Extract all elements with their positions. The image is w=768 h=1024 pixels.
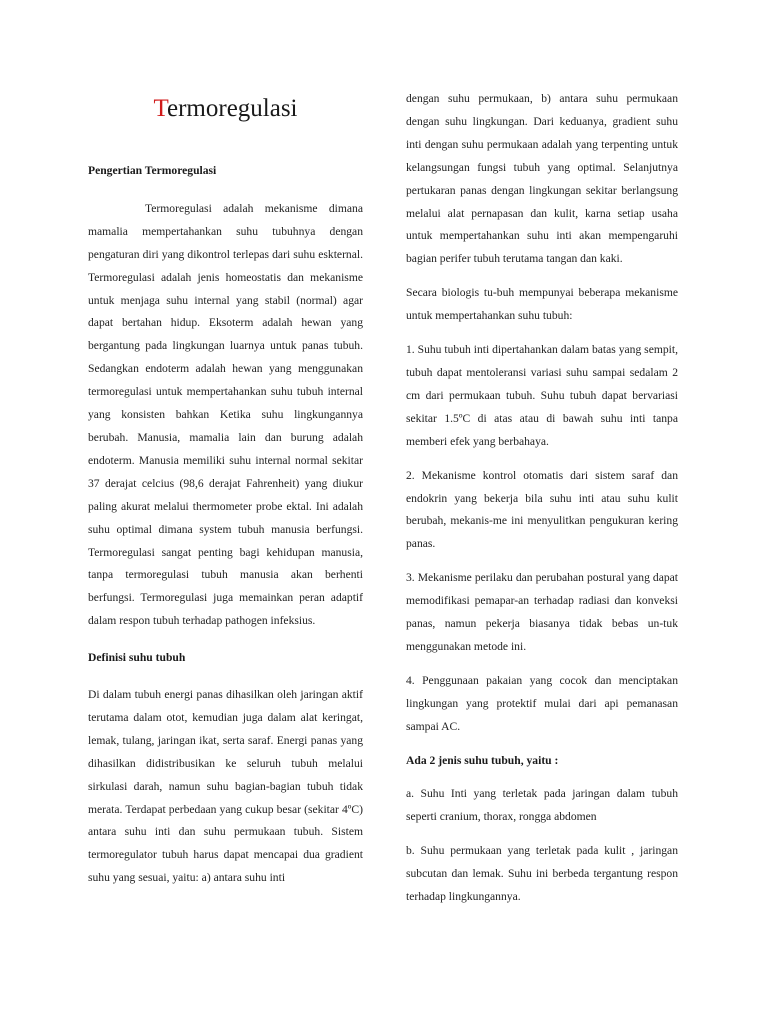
right-column [406,0,678,909]
paragraph-definisi-part1: Di dalam tubuh energi panas dihasilkan oleh jaringan aktif terutama dalam otot, kemudian juga dalam alat keringat, lemak, tulang, jaringan ikat, serta saraf. Energi panas yang dihasilkan didistribusikan ke seluruh tubuh melalui sirkulasi darah, namun suhu bagian-bagian tubuh tidak merata. Terdapat perbedaan yang cukup besar (sekitar 4ºC) antara suhu inti dan suhu permukaan tubuh. Sistem termoregulator tubuh harus dapat mencapai dua gradient suhu yang sesuai, yaitu: a) antara suhu inti [88,688,363,885]
section-heading-definisi: Definisi suhu tubuh [88,651,186,665]
jenis-suhu-item-a: a. Suhu Inti yang terletak pada jaringan dalam tubuh seperti cranium, thorax, rongga abdomen [406,787,678,824]
title-initial: T [153,95,167,122]
paragraph-definisi-part2: dengan suhu permukaan, b) antara suhu permukaan dengan suhu lingkungan. Dari keduanya, gradient suhu inti dengan suhu permukaan adalah yang terpenting untuk kelangsungan fungsi tubuh yang optimal. Selanjutnya pertukaran panas dengan lingkungan sekitar berlangsung melalui alat pernapasan dan kulit, karna setiap usaha untuk mempertahankan suhu inti akan mempengaruhi bagian perifer tubuh terutama tangan dan kaki. [406,92,678,266]
paragraph-pengertian: Termoregulasi adalah mekanisme dimana mamalia mempertahankan suhu tubuhnya dengan pengaturan diri yang dikontrol terlepas dari suhu eskternal. Termoregulasi adalah jenis homeostatis dan mekanisme untuk menjaga suhu internal yang stabil (normal) agar dapat bertahan hidup. Eksoterm adalah hewan yang bergantung pada lingkungan luarnya untuk panas tubuh. Sedangkan endoterm adalah hewan yang menggunakan termoregulasi untuk mempertahankan suhu tubuh internal yang konsisten bahkan Ketika suhu lingkungannya berubah. Manusia, mamalia lain dan burung adalah endoterm. Manusia memiliki suhu internal normal sekitar 37 derajat celcius (98,6 derajat Fahrenheit) yang diukur paling akurat melalui thermometer probe ektal. Ini adalah suhu optimal dimana system tubuh manusia berfungsi. Termoregulasi sangat penting bagi kehidupan manusia, tanpa termoregulasi tubuh manusia akan berhenti berfungsi. Termoregulasi juga memainkan peran adaptif dalam respon tubuh terhadap pathogen infeksius. [88,201,363,628]
section-heading-jenis-suhu: Ada 2 jenis suhu tubuh, yaitu : [406,753,559,767]
mechanism-item-4: 4. Penggunaan pakaian yang cocok dan menciptakan lingkungan yang protektif mulai dari api pemanasan sampai AC. [406,673,678,733]
paragraph-mechanisms-intro: Secara biologis tu-buh mempunyai beberapa mekanisme untuk mempertahankan suhu tubuh: [406,286,678,323]
section-heading-pengertian: Pengertian Termoregulasi [88,164,217,177]
mechanism-item-1: 1. Suhu tubuh inti dipertahankan dalam batas yang sempit, tubuh dapat mentoleransi variasi suhu sampai sedalam 2 cm dari permukaan tubuh. Suhu tubuh dapat bervariasi sekitar 1.5ºC di atas atau di bawah suhu inti tanpa memberi efek yang berbahaya. [406,343,678,448]
mechanism-item-3: 3. Mekanisme perilaku dan perubahan postural yang dapat memodifikasi pemapar-an terhadap radiasi dan konveksi panas, namun pekerja biasanya tidak bebas un-tuk menggunakan metode ini. [406,571,678,653]
title-rest: ermoregulasi [167,95,298,122]
mechanism-item-2: 2. Mekanisme kontrol otomatis dari sistem saraf dan endokrin yang bekerja bila suhu inti atau suhu kulit berubah, mekanis-me ini menyulitkan pengukuran kering panas. [406,468,678,551]
document-title [88,87,363,131]
jenis-suhu-item-b: b. Suhu permukaan yang terletak pada kulit , jaringan subcutan dan lemak. Suhu ini berbeda tergantung respon terhadap lingkungannya. [406,844,678,904]
left-column [88,0,363,890]
